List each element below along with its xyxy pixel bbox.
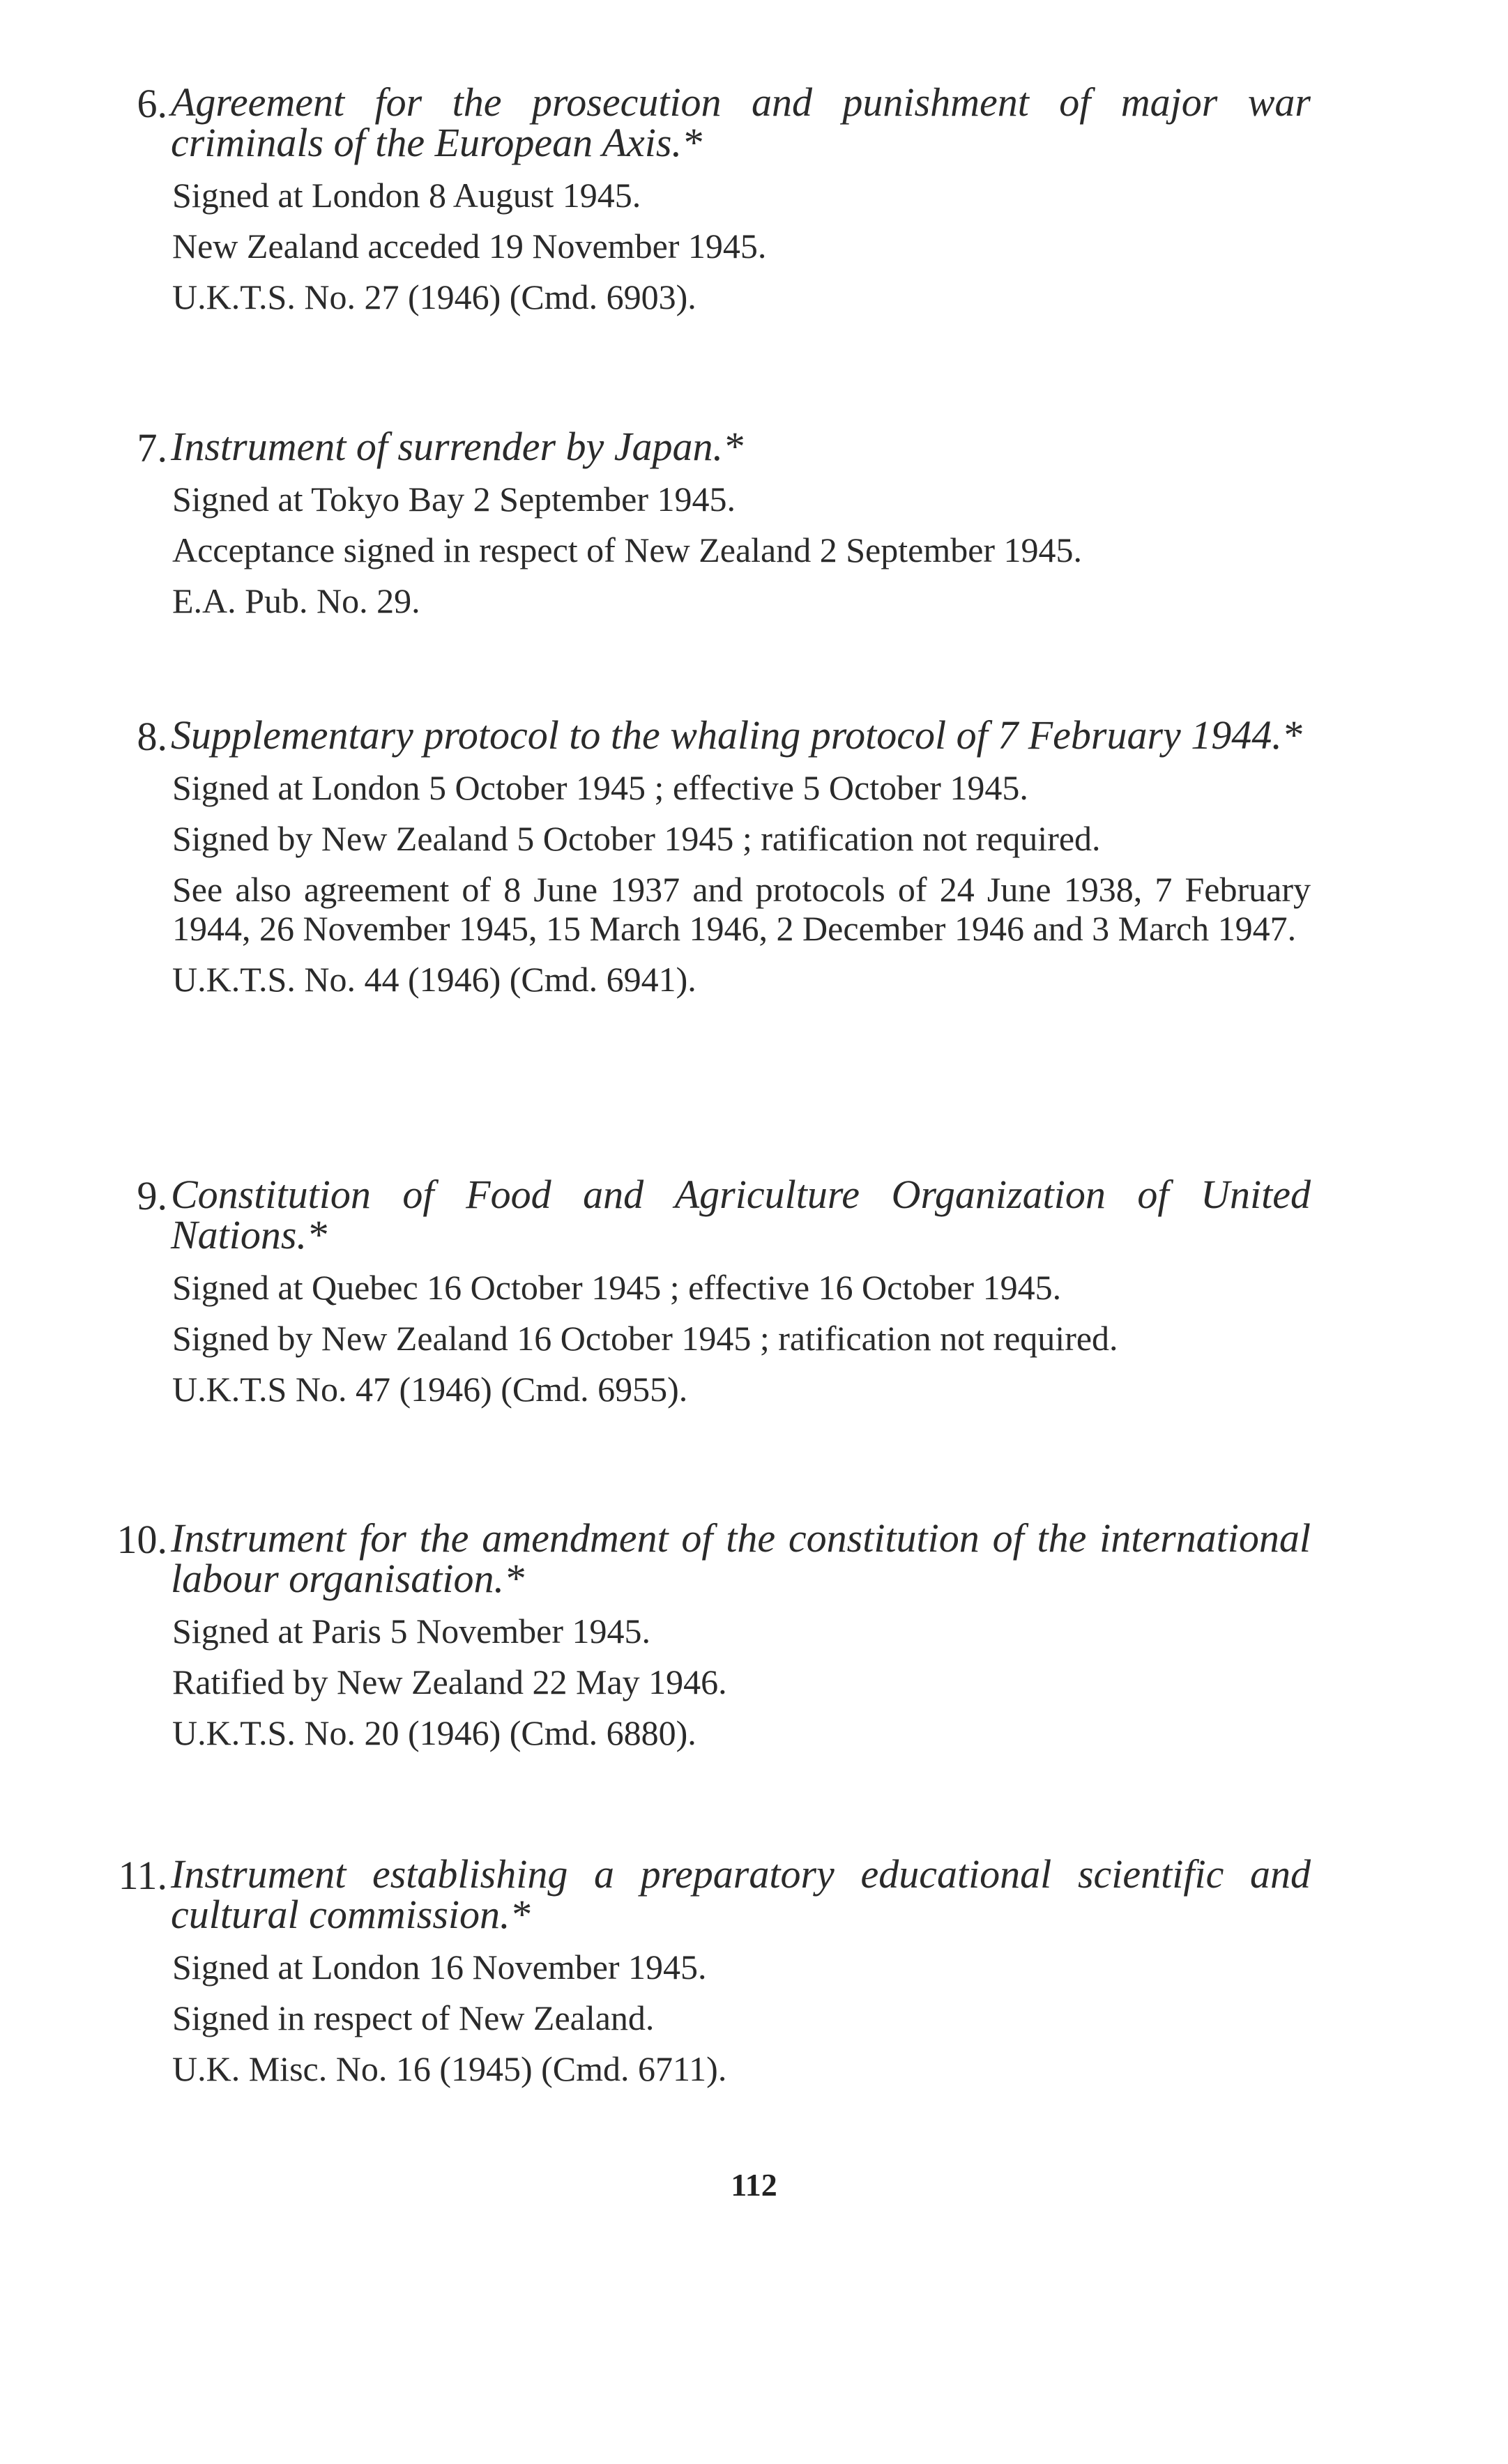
entry-heading (98, 712, 1311, 759)
entry-number: 10. (116, 1517, 167, 1562)
entry-line: New Zealand acceded 19 November 1945. (172, 227, 767, 266)
entry-heading (98, 1174, 1311, 1255)
entry-line: U.K. Misc. No. 16 (1945) (Cmd. 6711). (172, 2049, 727, 2088)
entry-title: Instrument establishing a preparatory educational scientific and cultural commission.* (171, 1851, 1311, 1937)
entry-details (98, 768, 1311, 999)
entry-details (98, 1948, 1311, 2088)
entry-details (98, 176, 1311, 316)
entry-heading (98, 1851, 1311, 1937)
entry-line: Signed at Paris 5 November 1945. (172, 1612, 651, 1651)
entry-line: See also agreement of 8 June 1937 and protocols of 24 June 1938, 7 February 1944, 26 November 1945, 15 March 1946, 2 December 1946 and 3 March 1947. (172, 870, 1311, 948)
entry-heading (98, 424, 1311, 470)
entry-line: Signed in respect of New Zealand. (172, 1998, 655, 2037)
entry-number: 11. (118, 1853, 167, 1898)
entry-line: U.K.T.S No. 47 (1946) (Cmd. 6955). (172, 1370, 688, 1409)
treaty-entry-7 (98, 424, 1311, 632)
entry-heading (98, 1515, 1311, 1601)
entry-line: Signed at London 5 October 1945 ; effective 5 October 1945. (172, 768, 1028, 807)
entry-line: U.K.T.S. No. 44 (1946) (Cmd. 6941). (172, 960, 696, 999)
entry-line: U.K.T.S. No. 27 (1946) (Cmd. 6903). (172, 277, 696, 316)
treaty-entry-6 (98, 79, 1311, 328)
entry-number: 6. (137, 81, 167, 126)
treaty-entry-8 (98, 712, 1311, 1011)
page-number: 112 (731, 2167, 777, 2203)
entry-details (98, 1268, 1311, 1409)
entry-details (98, 480, 1311, 620)
entry-line: Signed at Tokyo Bay 2 September 1945. (172, 480, 736, 519)
treaty-entry-10 (98, 1515, 1311, 1764)
entry-title: Constitution of Food and Agriculture Organization of United Nations.* (171, 1172, 1311, 1257)
entry-number: 8. (137, 714, 167, 759)
entry-line: Signed by New Zealand 16 October 1945 ; ratification not required. (172, 1319, 1118, 1358)
entry-title: Supplementary protocol to the whaling protocol of 7 February 1944.* (171, 712, 1302, 758)
entry-line: Signed at London 16 November 1945. (172, 1948, 707, 1987)
entry-line: Acceptance signed in respect of New Zealand 2 September 1945. (172, 530, 1083, 569)
entry-line: U.K.T.S. No. 20 (1946) (Cmd. 6880). (172, 1713, 696, 1752)
treaty-entry-11 (98, 1851, 1311, 2100)
entry-title: Instrument of surrender by Japan.* (171, 424, 744, 469)
entry-details (98, 1612, 1311, 1752)
entry-line: Signed at London 8 August 1945. (172, 176, 641, 215)
entry-title: Agreement for the prosecution and punishment of major war criminals of the European Axis.* (171, 79, 1311, 165)
entry-number: 9. (137, 1173, 167, 1218)
entry-number: 7. (137, 425, 167, 470)
entry-line: Signed at Quebec 16 October 1945 ; effective 16 October 1945. (172, 1268, 1062, 1307)
entry-line: Signed by New Zealand 5 October 1945 ; ratification not required. (172, 819, 1101, 858)
entry-line: Ratified by New Zealand 22 May 1946. (172, 1662, 727, 1701)
entry-line: E.A. Pub. No. 29. (172, 581, 420, 620)
treaty-entry-9 (98, 1174, 1311, 1421)
entry-title: Instrument for the amendment of the constitution of the international labour organisation.* (171, 1515, 1311, 1601)
entry-heading (98, 79, 1311, 165)
